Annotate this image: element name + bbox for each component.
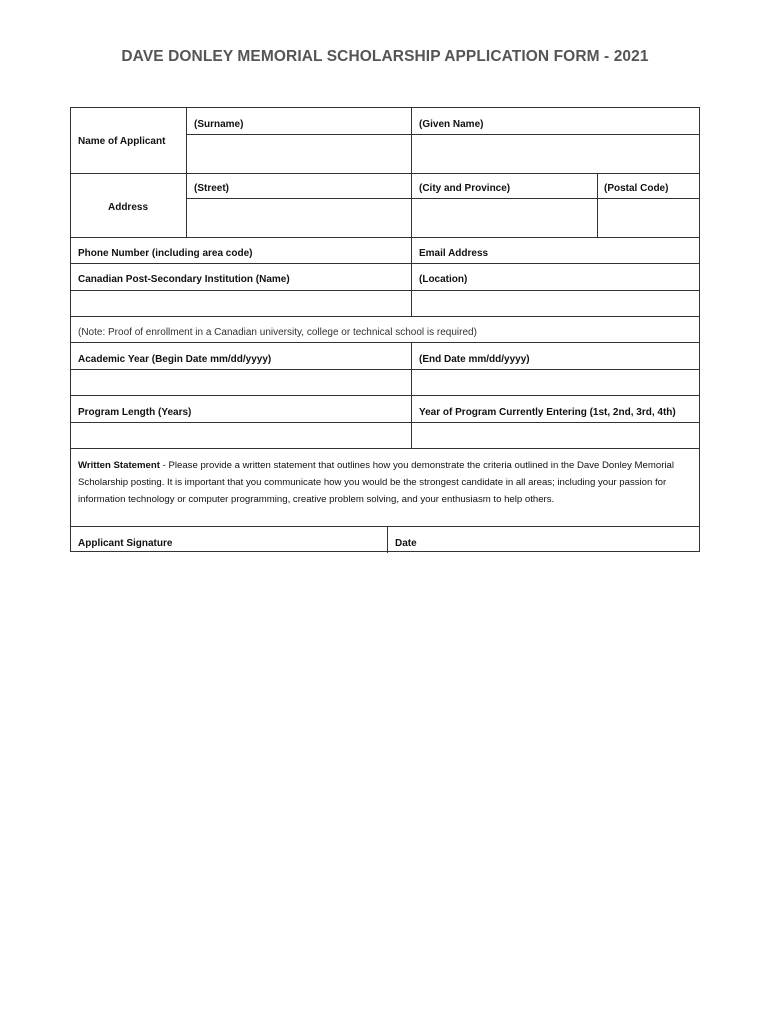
application-form (70, 107, 700, 552)
vrule-signature (387, 526, 388, 553)
begin-date-field[interactable] (71, 369, 411, 395)
date-field[interactable] (431, 526, 699, 552)
rule-after-name (71, 173, 699, 174)
phone-number-label: Phone Number (including area code) (78, 248, 253, 259)
address-label: Address (107, 202, 148, 213)
given-name-field[interactable] (411, 134, 699, 173)
institution-location-field[interactable] (411, 290, 699, 316)
institution-label: Canadian Post-Secondary Institution (Name) (78, 274, 290, 285)
form-title: DAVE DONLEY MEMORIAL SCHOLARSHIP APPLICATION FORM - 2021 (121, 48, 649, 65)
surname-label: (Surname) (194, 119, 244, 130)
vrule-postal (597, 173, 598, 237)
program-year-label: Year of Program Currently Entering (1st, 2nd, 3rd, 4th) (419, 407, 676, 418)
rule-after-program-input (71, 448, 699, 449)
rule-after-academic-input (71, 395, 699, 396)
written-statement[interactable] (71, 452, 699, 526)
name-of-applicant-label: Name of Applicant (78, 136, 166, 147)
program-length-label: Program Length (Years) (78, 407, 192, 418)
vrule-mid-block (411, 237, 412, 316)
end-date-label: (End Date mm/dd/yyyy) (419, 354, 530, 365)
rule-after-statement (71, 526, 699, 527)
written-statement-heading: Written Statement (78, 460, 160, 471)
rule-after-institution-input (71, 316, 699, 317)
location-label: (Location) (419, 274, 468, 285)
street-field[interactable] (186, 198, 411, 237)
rule-after-institution (71, 290, 699, 291)
vrule-name-mid (411, 108, 412, 237)
vrule-mid-academic (411, 342, 412, 448)
program-year-field[interactable] (411, 422, 699, 448)
academic-year-begin-label: Academic Year (Begin Date mm/dd/yyyy) (78, 354, 272, 365)
city-province-label: (City and Province) (419, 183, 511, 194)
rule-after-academic-label (71, 369, 699, 370)
city-province-field[interactable] (411, 198, 597, 237)
enrollment-note: (Note: Proof of enrollment in a Canadian university, college or technical school is required) (78, 327, 477, 338)
rule-after-phone (71, 263, 699, 264)
rule-after-address (71, 237, 699, 238)
postal-code-field[interactable] (597, 198, 699, 237)
rule-name-inner (186, 134, 699, 135)
surname-field[interactable] (186, 134, 411, 173)
given-name-label: (Given Name) (419, 119, 484, 130)
rule-after-program-label (71, 422, 699, 423)
program-length-field[interactable] (71, 422, 411, 448)
postal-code-label: (Postal Code) (604, 183, 669, 194)
end-date-field[interactable] (411, 369, 699, 395)
institution-name-field[interactable] (71, 290, 411, 316)
signature-field[interactable] (191, 526, 387, 552)
date-label: Date (395, 538, 417, 549)
rule-address-inner (186, 198, 699, 199)
applicant-signature-label: Applicant Signature (78, 538, 173, 549)
street-label: (Street) (194, 183, 230, 194)
vrule-name-left (186, 108, 187, 237)
email-address-label: Email Address (419, 248, 489, 259)
rule-after-note (71, 342, 699, 343)
written-statement-instructions: - Please provide a written statement that outlines how you demonstrate the criteria outlined in the Dave Donley Memorial Scholarship posting. It is important that you communicate how you would be the strongest candidate in all areas; including your passion for information technology or computer programming, creative problem solving, and your enthusiasm to help others. (78, 460, 674, 505)
